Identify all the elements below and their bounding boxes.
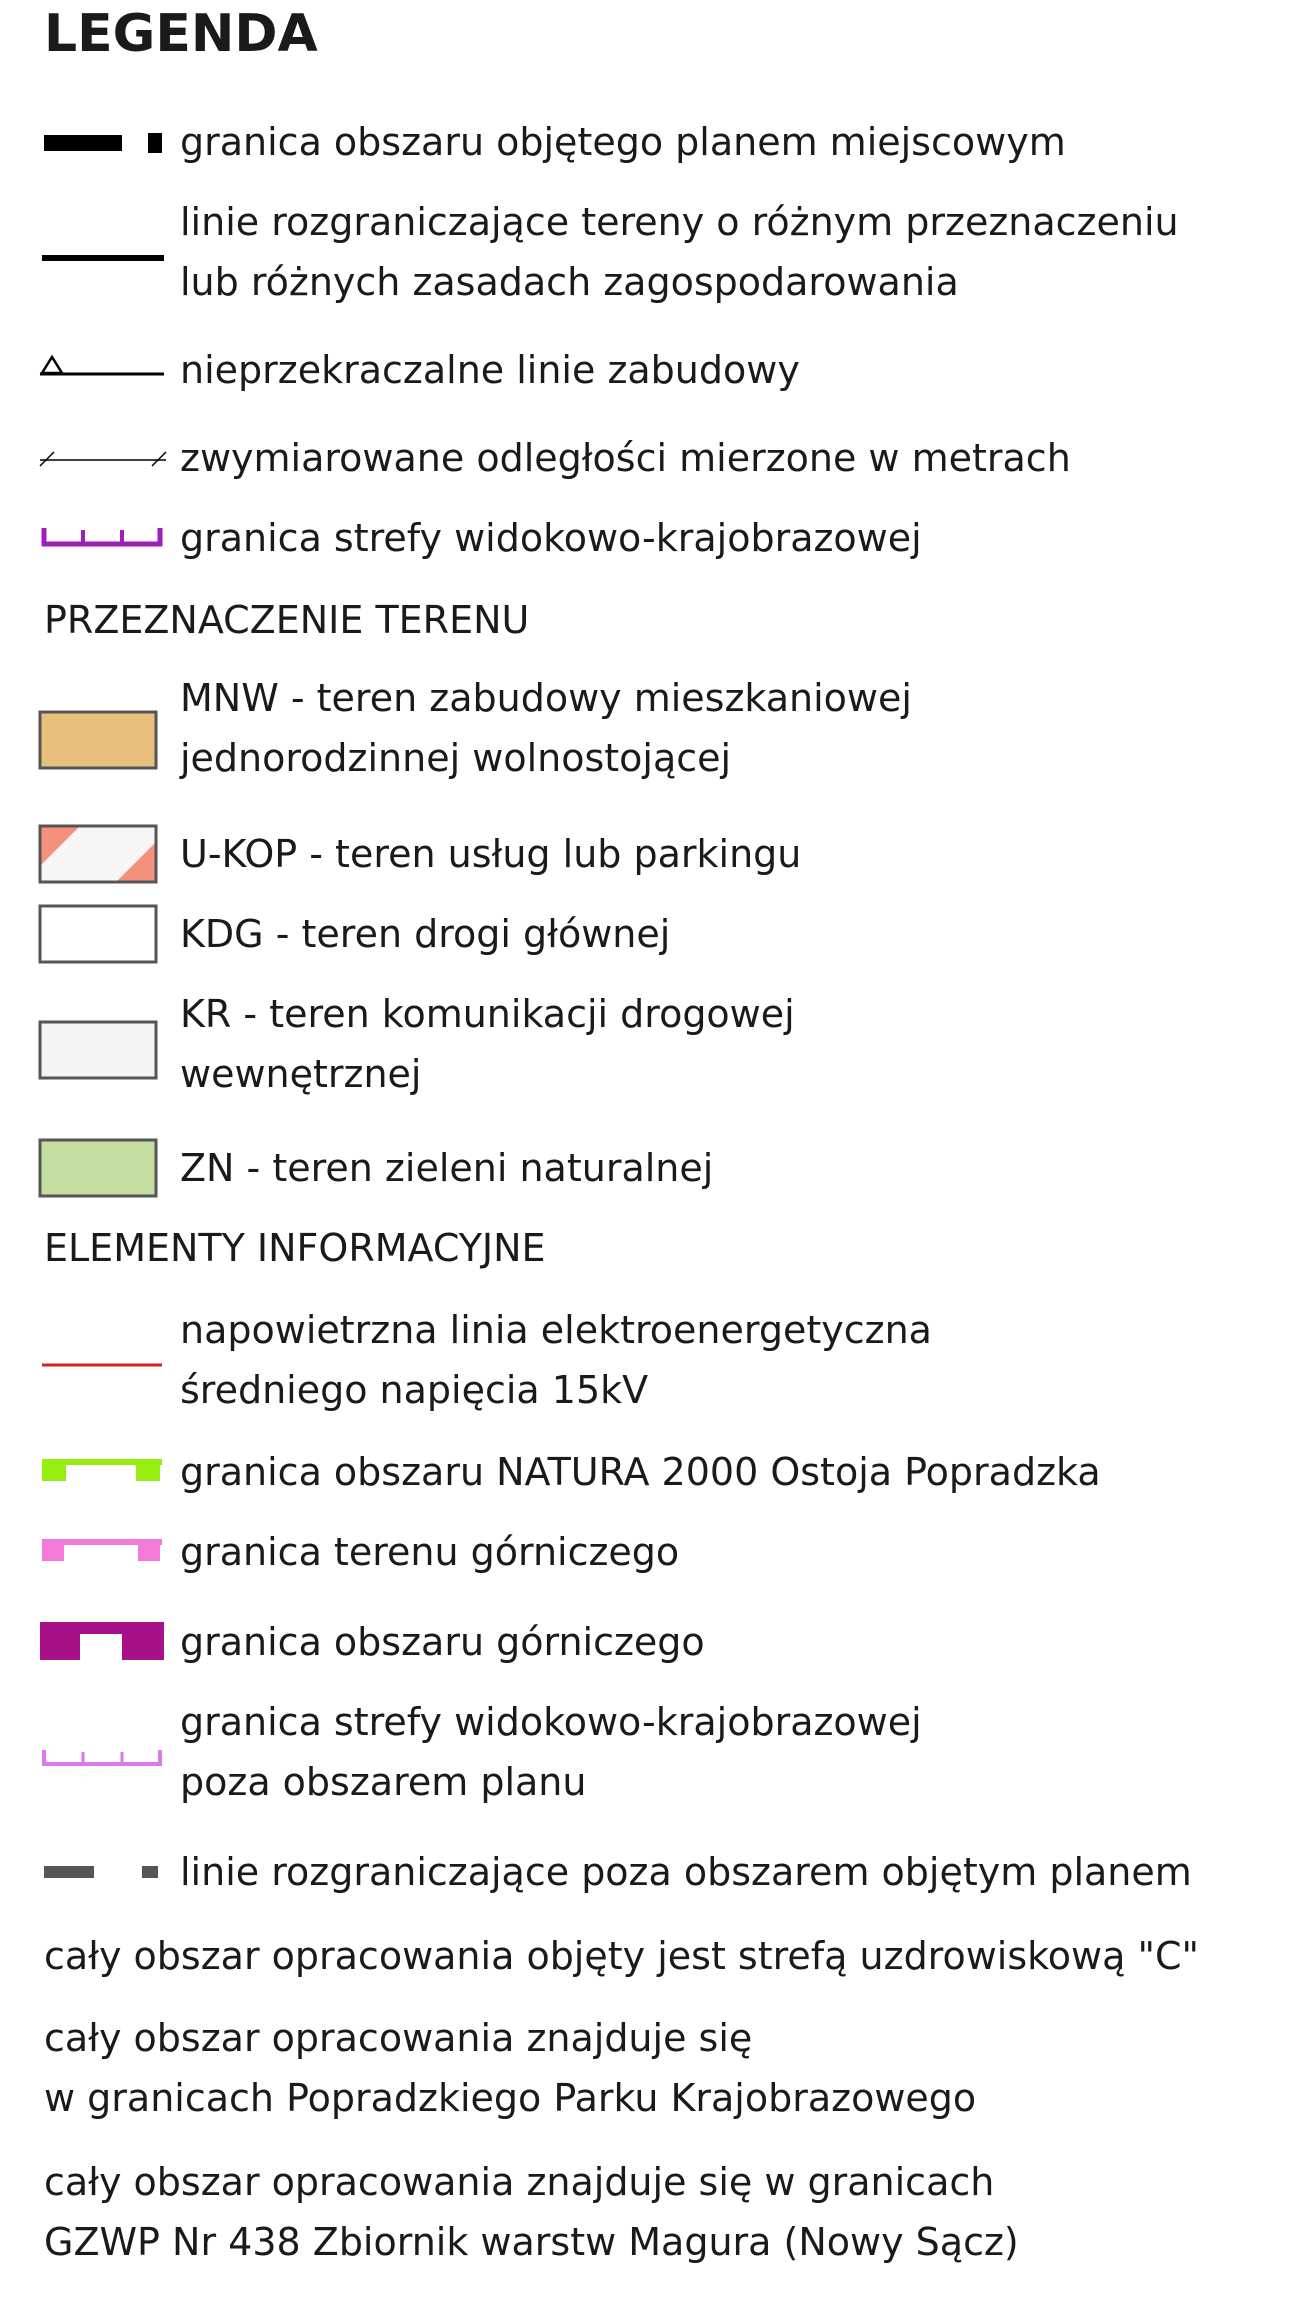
- info-heading: ELEMENTY INFORMACYJNE: [44, 1226, 546, 1270]
- zn-swatch: [38, 1138, 166, 1200]
- note-landscape-park: cały obszar opracowania znajduje się w granicach Popradzkiego Parku Krajobrazowego: [44, 2016, 977, 2120]
- building-lines-label: nieprzekraczalne linie zabudowy: [180, 348, 800, 392]
- kr-swatch: [38, 1020, 166, 1082]
- u-kop-swatch: [38, 824, 166, 886]
- u-kop-label: U-KOP - teren usług lub parkingu: [180, 832, 802, 876]
- dividing-lines-symbol: [38, 252, 166, 264]
- outside-lines-symbol: [38, 1864, 166, 1880]
- mining-terrain-label: granica terenu górniczego: [180, 1530, 680, 1574]
- power-line-label: napowietrzna linia elektroenergetyczna średniego napięcia 15kV: [180, 1308, 932, 1412]
- kdg-swatch: [38, 904, 166, 966]
- natura-symbol: [38, 1456, 166, 1486]
- legend-title: LEGENDA: [44, 4, 318, 64]
- note-spa-zone: cały obszar opracowania objęty jest strefą uzdrowiskową "C": [44, 1934, 1199, 1978]
- plan-boundary-symbol: [38, 132, 166, 156]
- mnw-swatch: [38, 710, 166, 772]
- view-zone-outside-symbol: [38, 1744, 166, 1768]
- kdg-label: KDG - teren drogi głównej: [180, 912, 671, 956]
- natura-label: granica obszaru NATURA 2000 Ostoja Popradzka: [180, 1450, 1101, 1494]
- zn-label: ZN - teren zieleni naturalnej: [180, 1146, 714, 1190]
- land-use-heading: PRZEZNACZENIE TERENU: [44, 598, 530, 642]
- view-zone-outside-label: granica strefy widokowo-krajobrazowej poza obszarem planu: [180, 1700, 922, 1804]
- dimension-symbol: [38, 442, 166, 472]
- outside-lines-label: linie rozgraniczające poza obszarem objętym planem: [180, 1850, 1192, 1894]
- mnw-label: MNW - teren zabudowy mieszkaniowej jednorodzinnej wolnostojącej: [180, 676, 912, 780]
- dividing-lines-label: linie rozgraniczające tereny o różnym przeznaczeniu lub różnych zasadach zagospodarowania: [180, 200, 1179, 304]
- power-line-symbol: [38, 1360, 166, 1370]
- plan-boundary-label: granica obszaru objętego planem miejscowym: [180, 120, 1066, 164]
- building-lines-symbol: [38, 348, 166, 378]
- view-zone-label: granica strefy widokowo-krajobrazowej: [180, 516, 922, 560]
- note-gzwp: cały obszar opracowania znajduje się w granicach GZWP Nr 438 Zbiornik warstw Magura (Nowy Sącz): [44, 2160, 1019, 2264]
- kr-label: KR - teren komunikacji drogowej wewnętrznej: [180, 992, 795, 1096]
- mining-terrain-symbol: [38, 1536, 166, 1566]
- mining-area-symbol: [38, 1620, 166, 1664]
- view-zone-symbol: [38, 518, 166, 548]
- mining-area-label: granica obszaru górniczego: [180, 1620, 705, 1664]
- dimensioned-label: zwymiarowane odległości mierzone w metrach: [180, 436, 1071, 480]
